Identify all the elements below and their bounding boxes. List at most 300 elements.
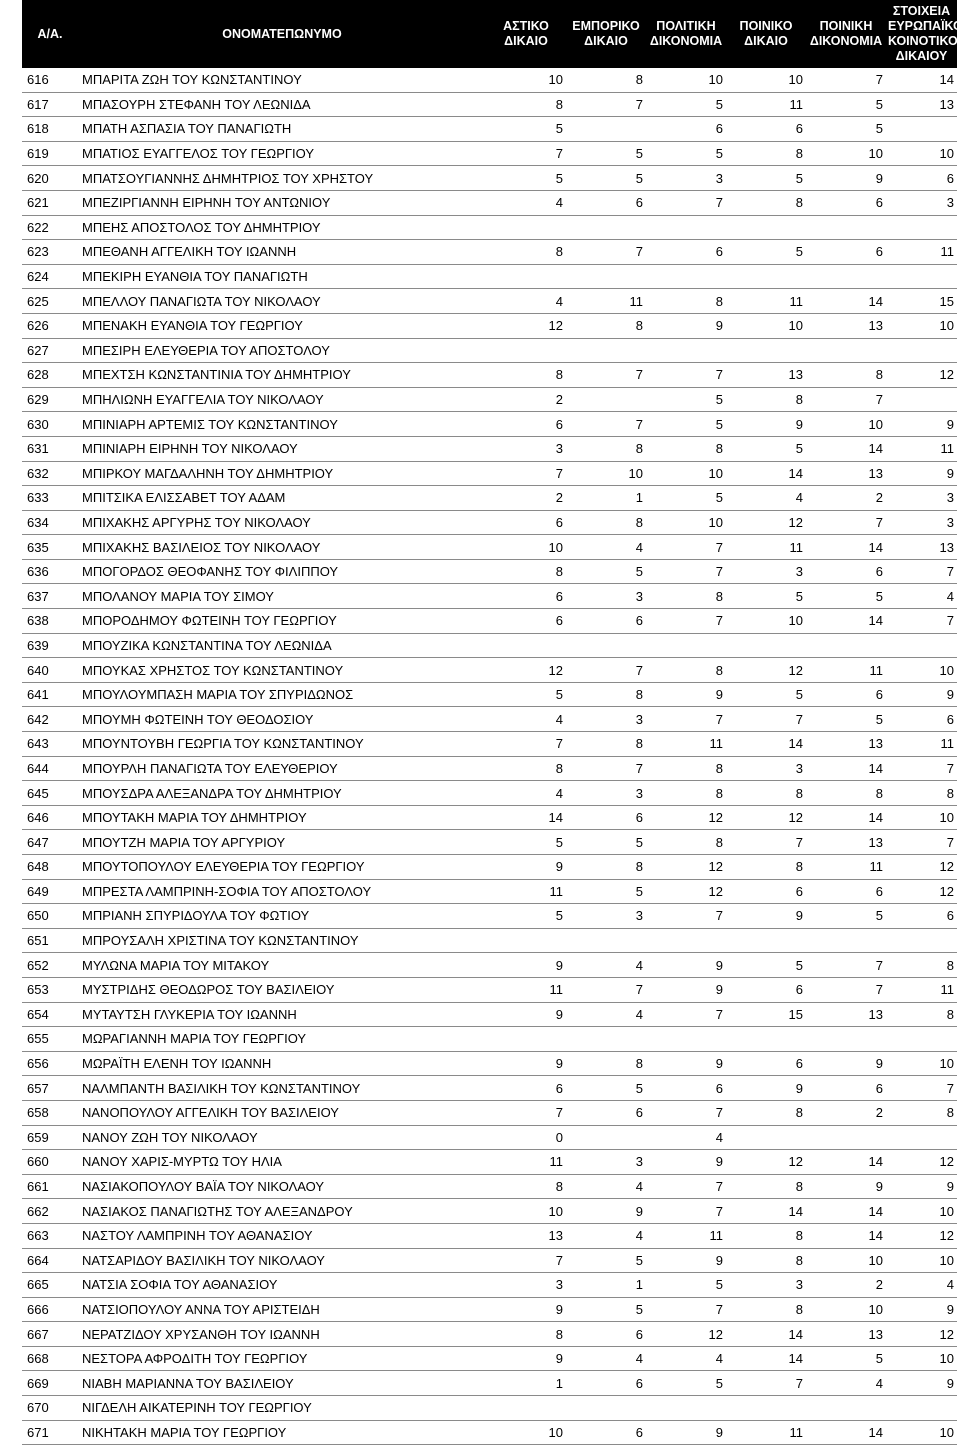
table-row (22, 756, 957, 781)
cell-aa: 659 (22, 1125, 78, 1150)
cell-criminal-procedure: 13 (806, 1322, 886, 1347)
cell-aa: 631 (22, 436, 78, 461)
cell-criminal-law: 14 (726, 1322, 806, 1347)
cell-eu-law: 12 (886, 1322, 957, 1347)
cell-criminal-law (726, 1125, 806, 1150)
cell-eu-law: 9 (886, 682, 957, 707)
cell-criminal-procedure: 5 (806, 584, 886, 609)
cell-criminal-procedure: 5 (806, 92, 886, 117)
table-row (22, 707, 957, 732)
cell-civil-law: 3 (486, 1273, 566, 1298)
cell-criminal-procedure (806, 633, 886, 658)
cell-name: ΝΙΚΗΤΑΚΗ ΜΑΡΙΑ ΤΟΥ ΓΕΩΡΓΙΟΥ (78, 1420, 486, 1445)
cell-criminal-procedure (806, 928, 886, 953)
cell-criminal-procedure: 14 (806, 805, 886, 830)
cell-commercial-law (566, 387, 646, 412)
cell-eu-law: 13 (886, 535, 957, 560)
header-aa: Α/Α. (22, 0, 78, 68)
cell-civil-law (486, 1396, 566, 1421)
cell-name: ΜΠΕΝΑΚΗ ΕΥΑΝΘΙΑ ΤΟΥ ΓΕΩΡΓΙΟΥ (78, 313, 486, 338)
cell-eu-law (886, 1396, 957, 1421)
cell-eu-law: 3 (886, 510, 957, 535)
cell-civil-law: 13 (486, 1223, 566, 1248)
cell-name: ΝΕΣΤΟΡΑ ΑΦΡΟΔΙΤΗ ΤΟΥ ΓΕΩΡΓΙΟΥ (78, 1346, 486, 1371)
cell-civil-law: 8 (486, 1174, 566, 1199)
grades-table (22, 0, 971, 1445)
cell-criminal-law: 8 (726, 855, 806, 880)
cell-aa: 617 (22, 92, 78, 117)
table-row (22, 68, 957, 92)
cell-civil-law (486, 928, 566, 953)
cell-name: ΜΠΑΣΟΥΡΗ ΣΤΕΦΑΝΗ ΤΟΥ ΛΕΩΝΙΔΑ (78, 92, 486, 117)
cell-civil-procedure (646, 264, 726, 289)
cell-commercial-law (566, 215, 646, 240)
table-row (22, 215, 957, 240)
table-row (22, 879, 957, 904)
cell-civil-procedure: 9 (646, 313, 726, 338)
cell-civil-procedure: 5 (646, 387, 726, 412)
cell-commercial-law: 4 (566, 535, 646, 560)
cell-criminal-law: 8 (726, 190, 806, 215)
cell-aa: 669 (22, 1371, 78, 1396)
table-row (22, 732, 957, 757)
table-row (22, 240, 957, 265)
cell-commercial-law: 5 (566, 830, 646, 855)
cell-aa: 667 (22, 1322, 78, 1347)
table-row (22, 559, 957, 584)
cell-aa: 623 (22, 240, 78, 265)
cell-commercial-law (566, 928, 646, 953)
header-civil-procedure: ΠΟΛΙΤΙΚΗ ΔΙΚΟΝΟΜΙΑ (646, 0, 726, 68)
cell-civil-procedure (646, 928, 726, 953)
cell-criminal-procedure: 2 (806, 486, 886, 511)
cell-commercial-law: 3 (566, 707, 646, 732)
cell-criminal-procedure (806, 338, 886, 363)
table-row (22, 1125, 957, 1150)
cell-eu-law: 12 (886, 855, 957, 880)
cell-criminal-law: 8 (726, 1297, 806, 1322)
cell-eu-law: 10 (886, 1051, 957, 1076)
cell-civil-law: 8 (486, 240, 566, 265)
cell-name: ΝΕΡΑΤΖΙΔΟΥ ΧΡΥΣΑΝΘΗ ΤΟΥ ΙΩΑΝΝΗ (78, 1322, 486, 1347)
table-row (22, 412, 957, 437)
cell-criminal-procedure: 14 (806, 1420, 886, 1445)
cell-eu-law: 13 (886, 92, 957, 117)
table-row (22, 338, 957, 363)
cell-name: ΜΠΡΙΑΝΗ ΣΠΥΡΙΔΟΥΛΑ ΤΟΥ ΦΩΤΙΟΥ (78, 904, 486, 929)
cell-name: ΜΠΙΝΙΑΡΗ ΑΡΤΕΜΙΣ ΤΟΥ ΚΩΝΣΤΑΝΤΙΝΟΥ (78, 412, 486, 437)
cell-name: ΜΠΕΖΙΡΓΙΑΝΝΗ ΕΙΡΗΝΗ ΤΟΥ ΑΝΤΩΝΙΟΥ (78, 190, 486, 215)
cell-aa: 651 (22, 928, 78, 953)
cell-aa: 671 (22, 1420, 78, 1445)
cell-civil-law: 2 (486, 387, 566, 412)
grades-sheet (22, 0, 971, 1445)
table-row (22, 1273, 957, 1298)
cell-commercial-law: 8 (566, 855, 646, 880)
cell-eu-law: 4 (886, 1273, 957, 1298)
table-row (22, 1051, 957, 1076)
cell-aa: 639 (22, 633, 78, 658)
cell-civil-procedure: 7 (646, 1297, 726, 1322)
cell-eu-law: 9 (886, 1297, 957, 1322)
cell-civil-law: 8 (486, 92, 566, 117)
cell-eu-law: 11 (886, 240, 957, 265)
table-row (22, 1371, 957, 1396)
table-row (22, 313, 957, 338)
cell-civil-law: 6 (486, 1076, 566, 1101)
table-row (22, 1027, 957, 1052)
cell-civil-law: 11 (486, 977, 566, 1002)
cell-civil-procedure: 3 (646, 166, 726, 191)
cell-eu-law (886, 633, 957, 658)
cell-eu-law: 11 (886, 977, 957, 1002)
table-row (22, 805, 957, 830)
cell-criminal-law: 9 (726, 412, 806, 437)
cell-name: ΝΑΤΣΙΑ ΣΟΦΙΑ ΤΟΥ ΑΘΑΝΑΣΙΟΥ (78, 1273, 486, 1298)
cell-civil-procedure (646, 338, 726, 363)
cell-criminal-law: 12 (726, 1150, 806, 1175)
cell-aa: 652 (22, 953, 78, 978)
cell-criminal-law: 7 (726, 1371, 806, 1396)
cell-criminal-law (726, 338, 806, 363)
table-row (22, 436, 957, 461)
cell-commercial-law: 3 (566, 904, 646, 929)
cell-criminal-procedure: 10 (806, 1297, 886, 1322)
cell-civil-law: 12 (486, 313, 566, 338)
cell-civil-law (486, 215, 566, 240)
cell-criminal-law: 14 (726, 1346, 806, 1371)
cell-aa: 646 (22, 805, 78, 830)
cell-commercial-law: 7 (566, 756, 646, 781)
cell-name: ΜΠΕΧΤΣΗ ΚΩΝΣΤΑΝΤΙΝΙΑ ΤΟΥ ΔΗΜΗΤΡΙΟΥ (78, 363, 486, 388)
cell-eu-law: 10 (886, 1420, 957, 1445)
cell-eu-law: 11 (886, 436, 957, 461)
cell-civil-law: 4 (486, 707, 566, 732)
cell-civil-law: 3 (486, 436, 566, 461)
cell-aa: 630 (22, 412, 78, 437)
cell-criminal-law: 7 (726, 830, 806, 855)
cell-aa: 658 (22, 1100, 78, 1125)
cell-civil-procedure: 7 (646, 1199, 726, 1224)
cell-commercial-law: 4 (566, 1346, 646, 1371)
cell-civil-law: 6 (486, 412, 566, 437)
cell-criminal-procedure (806, 264, 886, 289)
cell-civil-procedure: 12 (646, 1322, 726, 1347)
cell-eu-law: 9 (886, 461, 957, 486)
cell-civil-law: 5 (486, 117, 566, 142)
cell-commercial-law: 5 (566, 141, 646, 166)
cell-name: ΜΠΕΣΙΡΗ ΕΛΕΥΘΕΡΙΑ ΤΟΥ ΑΠΟΣΤΟΛΟΥ (78, 338, 486, 363)
cell-name: ΝΙΑΒΗ ΜΑΡΙΑΝΝΑ ΤΟΥ ΒΑΣΙΛΕΙΟΥ (78, 1371, 486, 1396)
cell-aa: 628 (22, 363, 78, 388)
cell-eu-law (886, 264, 957, 289)
cell-criminal-law: 10 (726, 68, 806, 92)
cell-name: ΜΥΛΩΝΑ ΜΑΡΙΑ ΤΟΥ ΜΙΤΑΚΟΥ (78, 953, 486, 978)
cell-civil-law: 10 (486, 535, 566, 560)
cell-civil-procedure: 8 (646, 781, 726, 806)
cell-aa: 637 (22, 584, 78, 609)
cell-civil-procedure: 7 (646, 1002, 726, 1027)
cell-aa: 657 (22, 1076, 78, 1101)
cell-civil-procedure: 7 (646, 904, 726, 929)
table-row (22, 486, 957, 511)
cell-civil-law: 2 (486, 486, 566, 511)
cell-name: ΜΠΡΕΣΤΑ ΛΑΜΠΡΙΝΗ-ΣΟΦΙΑ ΤΟΥ ΑΠΟΣΤΟΛΟΥ (78, 879, 486, 904)
cell-commercial-law: 5 (566, 1297, 646, 1322)
header-criminal-procedure: ΠΟΙΝΙΚΗ ΔΙΚΟΝΟΜΙΑ (806, 0, 886, 68)
cell-name: ΜΠΟΥΛΟΥΜΠΑΣΗ ΜΑΡΙΑ ΤΟΥ ΣΠΥΡΙΔΩΝΟΣ (78, 682, 486, 707)
cell-eu-law: 8 (886, 1100, 957, 1125)
cell-name: ΝΑΤΣΙΟΠΟΥΛΟΥ ΑΝΝΑ ΤΟΥ ΑΡΙΣΤΕΙΔΗ (78, 1297, 486, 1322)
cell-aa: 644 (22, 756, 78, 781)
cell-name: ΜΠΟΥΖΙΚΑ ΚΩΝΣΤΑΝΤΙΝΑ ΤΟΥ ΛΕΩΝΙΔΑ (78, 633, 486, 658)
table-row (22, 855, 957, 880)
cell-name: ΜΠΙΝΙΑΡΗ ΕΙΡΗΝΗ ΤΟΥ ΝΙΚΟΛΑΟΥ (78, 436, 486, 461)
cell-aa: 620 (22, 166, 78, 191)
cell-civil-procedure: 10 (646, 68, 726, 92)
cell-commercial-law: 4 (566, 1002, 646, 1027)
cell-aa: 654 (22, 1002, 78, 1027)
cell-aa: 618 (22, 117, 78, 142)
header-criminal-law: ΠΟΙΝΙΚΟ ΔΙΚΑΙΟ (726, 0, 806, 68)
cell-criminal-law: 12 (726, 805, 806, 830)
cell-name: ΜΥΤΑΥΤΣΗ ΓΛΥΚΕΡΙΑ ΤΟΥ ΙΩΑΝΝΗ (78, 1002, 486, 1027)
cell-criminal-law: 12 (726, 658, 806, 683)
cell-name: ΜΠΟΥΡΛΗ ΠΑΝΑΓΙΩΤΑ ΤΟΥ ΕΛΕΥΘΕΡΙΟΥ (78, 756, 486, 781)
cell-civil-law: 1 (486, 1371, 566, 1396)
cell-civil-law: 9 (486, 1346, 566, 1371)
cell-criminal-procedure: 7 (806, 387, 886, 412)
cell-civil-procedure: 5 (646, 92, 726, 117)
cell-civil-law: 8 (486, 363, 566, 388)
cell-civil-law: 6 (486, 510, 566, 535)
cell-civil-procedure: 6 (646, 240, 726, 265)
table-row (22, 190, 957, 215)
cell-aa: 661 (22, 1174, 78, 1199)
cell-civil-procedure: 8 (646, 658, 726, 683)
cell-aa: 636 (22, 559, 78, 584)
cell-criminal-law: 5 (726, 682, 806, 707)
cell-name: ΜΠΗΛΙΩΝΗ ΕΥΑΓΓΕΛΙΑ ΤΟΥ ΝΙΚΟΛΑΟΥ (78, 387, 486, 412)
cell-criminal-law: 8 (726, 1174, 806, 1199)
table-row (22, 166, 957, 191)
cell-aa: 662 (22, 1199, 78, 1224)
cell-civil-procedure: 9 (646, 1051, 726, 1076)
cell-eu-law: 3 (886, 486, 957, 511)
cell-criminal-procedure: 13 (806, 830, 886, 855)
cell-name: ΝΑΣΙΑΚΟΣ ΠΑΝΑΓΙΩΤΗΣ ΤΟΥ ΑΛΕΞΑΝΔΡΟΥ (78, 1199, 486, 1224)
cell-criminal-law: 9 (726, 904, 806, 929)
cell-criminal-law: 6 (726, 1051, 806, 1076)
cell-criminal-law: 5 (726, 240, 806, 265)
cell-criminal-procedure (806, 1027, 886, 1052)
cell-criminal-law (726, 1396, 806, 1421)
cell-criminal-law: 11 (726, 92, 806, 117)
header-civil-law: ΑΣΤΙΚΟ ΔΙΚΑΙΟ (486, 0, 566, 68)
cell-criminal-procedure: 9 (806, 1174, 886, 1199)
cell-criminal-procedure: 6 (806, 190, 886, 215)
cell-criminal-procedure: 2 (806, 1100, 886, 1125)
cell-civil-law: 12 (486, 658, 566, 683)
cell-criminal-law: 7 (726, 707, 806, 732)
cell-civil-procedure: 6 (646, 1076, 726, 1101)
cell-civil-law: 4 (486, 781, 566, 806)
cell-criminal-procedure: 6 (806, 879, 886, 904)
cell-name: ΜΠΟΥΝΤΟΥΒΗ ΓΕΩΡΓΙΑ ΤΟΥ ΚΩΝΣΤΑΝΤΙΝΟΥ (78, 732, 486, 757)
cell-eu-law: 12 (886, 363, 957, 388)
cell-civil-law: 10 (486, 1420, 566, 1445)
cell-aa: 634 (22, 510, 78, 535)
table-row (22, 1199, 957, 1224)
cell-criminal-procedure: 14 (806, 1150, 886, 1175)
cell-commercial-law: 6 (566, 1420, 646, 1445)
cell-eu-law: 10 (886, 1248, 957, 1273)
cell-civil-procedure (646, 633, 726, 658)
cell-criminal-law: 8 (726, 1100, 806, 1125)
cell-criminal-law: 14 (726, 732, 806, 757)
cell-aa: 638 (22, 609, 78, 634)
cell-criminal-procedure: 6 (806, 682, 886, 707)
cell-commercial-law (566, 264, 646, 289)
cell-civil-law: 6 (486, 584, 566, 609)
cell-aa: 666 (22, 1297, 78, 1322)
cell-civil-procedure (646, 215, 726, 240)
cell-criminal-procedure: 9 (806, 166, 886, 191)
cell-criminal-law: 5 (726, 436, 806, 461)
cell-criminal-procedure: 8 (806, 363, 886, 388)
cell-civil-procedure: 7 (646, 559, 726, 584)
cell-commercial-law (566, 338, 646, 363)
cell-commercial-law: 7 (566, 977, 646, 1002)
cell-commercial-law (566, 1396, 646, 1421)
cell-commercial-law: 9 (566, 1199, 646, 1224)
cell-eu-law: 7 (886, 756, 957, 781)
cell-commercial-law: 4 (566, 1174, 646, 1199)
table-row (22, 1396, 957, 1421)
cell-name: ΝΑΤΣΑΡΙΔΟΥ ΒΑΣΙΛΙΚΗ ΤΟΥ ΝΙΚΟΛΑΟΥ (78, 1248, 486, 1273)
cell-eu-law: 15 (886, 289, 957, 314)
cell-aa: 632 (22, 461, 78, 486)
table-row (22, 363, 957, 388)
cell-commercial-law: 3 (566, 1150, 646, 1175)
table-row (22, 1346, 957, 1371)
cell-civil-law (486, 264, 566, 289)
cell-eu-law: 12 (886, 1150, 957, 1175)
cell-name: ΝΑΝΟΥ ΖΩΗ ΤΟΥ ΝΙΚΟΛΑΟΥ (78, 1125, 486, 1150)
cell-civil-procedure: 10 (646, 510, 726, 535)
cell-commercial-law: 11 (566, 289, 646, 314)
cell-civil-procedure: 12 (646, 855, 726, 880)
cell-aa: 642 (22, 707, 78, 732)
cell-eu-law: 9 (886, 1371, 957, 1396)
cell-name: ΜΠΑΤΗ ΑΣΠΑΣΙΑ ΤΟΥ ΠΑΝΑΓΙΩΤΗ (78, 117, 486, 142)
cell-criminal-law: 10 (726, 609, 806, 634)
cell-civil-procedure: 5 (646, 1371, 726, 1396)
cell-criminal-procedure: 7 (806, 68, 886, 92)
cell-civil-procedure: 7 (646, 535, 726, 560)
cell-civil-procedure: 9 (646, 953, 726, 978)
cell-eu-law (886, 1027, 957, 1052)
cell-aa: 621 (22, 190, 78, 215)
cell-eu-law: 6 (886, 166, 957, 191)
cell-criminal-procedure: 13 (806, 313, 886, 338)
cell-civil-law: 4 (486, 289, 566, 314)
cell-commercial-law: 1 (566, 486, 646, 511)
cell-name: ΜΠΙΧΑΚΗΣ ΑΡΓΥΡΗΣ ΤΟΥ ΝΙΚΟΛΑΟΥ (78, 510, 486, 535)
cell-name: ΜΩΡΑΪΤΗ ΕΛΕΝΗ ΤΟΥ ΙΩΑΝΝΗ (78, 1051, 486, 1076)
table-row (22, 1150, 957, 1175)
cell-civil-procedure: 7 (646, 609, 726, 634)
cell-criminal-law: 12 (726, 510, 806, 535)
cell-aa: 633 (22, 486, 78, 511)
table-row (22, 1420, 957, 1445)
cell-aa: 629 (22, 387, 78, 412)
cell-civil-procedure: 7 (646, 707, 726, 732)
cell-criminal-law: 8 (726, 1248, 806, 1273)
cell-civil-law: 9 (486, 1002, 566, 1027)
cell-eu-law: 10 (886, 805, 957, 830)
cell-civil-law: 10 (486, 68, 566, 92)
cell-name: ΜΠΕΗΣ ΑΠΟΣΤΟΛΟΣ ΤΟΥ ΔΗΜΗΤΡΙΟΥ (78, 215, 486, 240)
cell-civil-law: 8 (486, 1322, 566, 1347)
table-row (22, 289, 957, 314)
cell-civil-procedure: 7 (646, 1174, 726, 1199)
cell-criminal-procedure: 14 (806, 289, 886, 314)
table-row (22, 264, 957, 289)
cell-name: ΜΠΑΤΣΟΥΓΙΑΝΝΗΣ ΔΗΜΗΤΡΙΟΣ ΤΟΥ ΧΡΗΣΤΟΥ (78, 166, 486, 191)
cell-eu-law: 10 (886, 658, 957, 683)
cell-aa: 660 (22, 1150, 78, 1175)
table-row (22, 953, 957, 978)
cell-criminal-procedure: 2 (806, 1273, 886, 1298)
cell-commercial-law: 8 (566, 436, 646, 461)
cell-eu-law: 14 (886, 68, 957, 92)
cell-criminal-procedure (806, 215, 886, 240)
cell-aa: 622 (22, 215, 78, 240)
cell-eu-law (886, 338, 957, 363)
table-row (22, 1076, 957, 1101)
cell-aa: 648 (22, 855, 78, 880)
cell-aa: 650 (22, 904, 78, 929)
cell-criminal-procedure: 10 (806, 141, 886, 166)
cell-commercial-law (566, 1125, 646, 1150)
cell-civil-law: 8 (486, 559, 566, 584)
cell-criminal-procedure: 10 (806, 1248, 886, 1273)
cell-eu-law: 10 (886, 141, 957, 166)
cell-criminal-procedure: 14 (806, 1223, 886, 1248)
cell-civil-law: 5 (486, 166, 566, 191)
cell-civil-procedure: 8 (646, 289, 726, 314)
cell-civil-procedure: 8 (646, 436, 726, 461)
table-row (22, 1223, 957, 1248)
table-body (22, 68, 957, 1445)
cell-civil-procedure: 5 (646, 412, 726, 437)
cell-name: ΜΠΙΧΑΚΗΣ ΒΑΣΙΛΕΙΟΣ ΤΟΥ ΝΙΚΟΛΑΟΥ (78, 535, 486, 560)
cell-criminal-procedure (806, 1396, 886, 1421)
cell-civil-law: 7 (486, 1248, 566, 1273)
cell-criminal-procedure: 5 (806, 1346, 886, 1371)
cell-criminal-procedure: 10 (806, 412, 886, 437)
cell-commercial-law: 6 (566, 190, 646, 215)
cell-civil-procedure: 7 (646, 363, 726, 388)
cell-name: ΜΠΕΚΙΡΗ ΕΥΑΝΘΙΑ ΤΟΥ ΠΑΝΑΓΙΩΤΗ (78, 264, 486, 289)
cell-aa: 641 (22, 682, 78, 707)
cell-name: ΜΠΟΛΑΝΟΥ ΜΑΡΙΑ ΤΟΥ ΣΙΜΟΥ (78, 584, 486, 609)
cell-name: ΝΑΛΜΠΑΝΤΗ ΒΑΣΙΛΙΚΗ ΤΟΥ ΚΩΝΣΤΑΝΤΙΝΟΥ (78, 1076, 486, 1101)
cell-civil-procedure: 9 (646, 682, 726, 707)
cell-civil-procedure: 4 (646, 1125, 726, 1150)
cell-eu-law (886, 387, 957, 412)
